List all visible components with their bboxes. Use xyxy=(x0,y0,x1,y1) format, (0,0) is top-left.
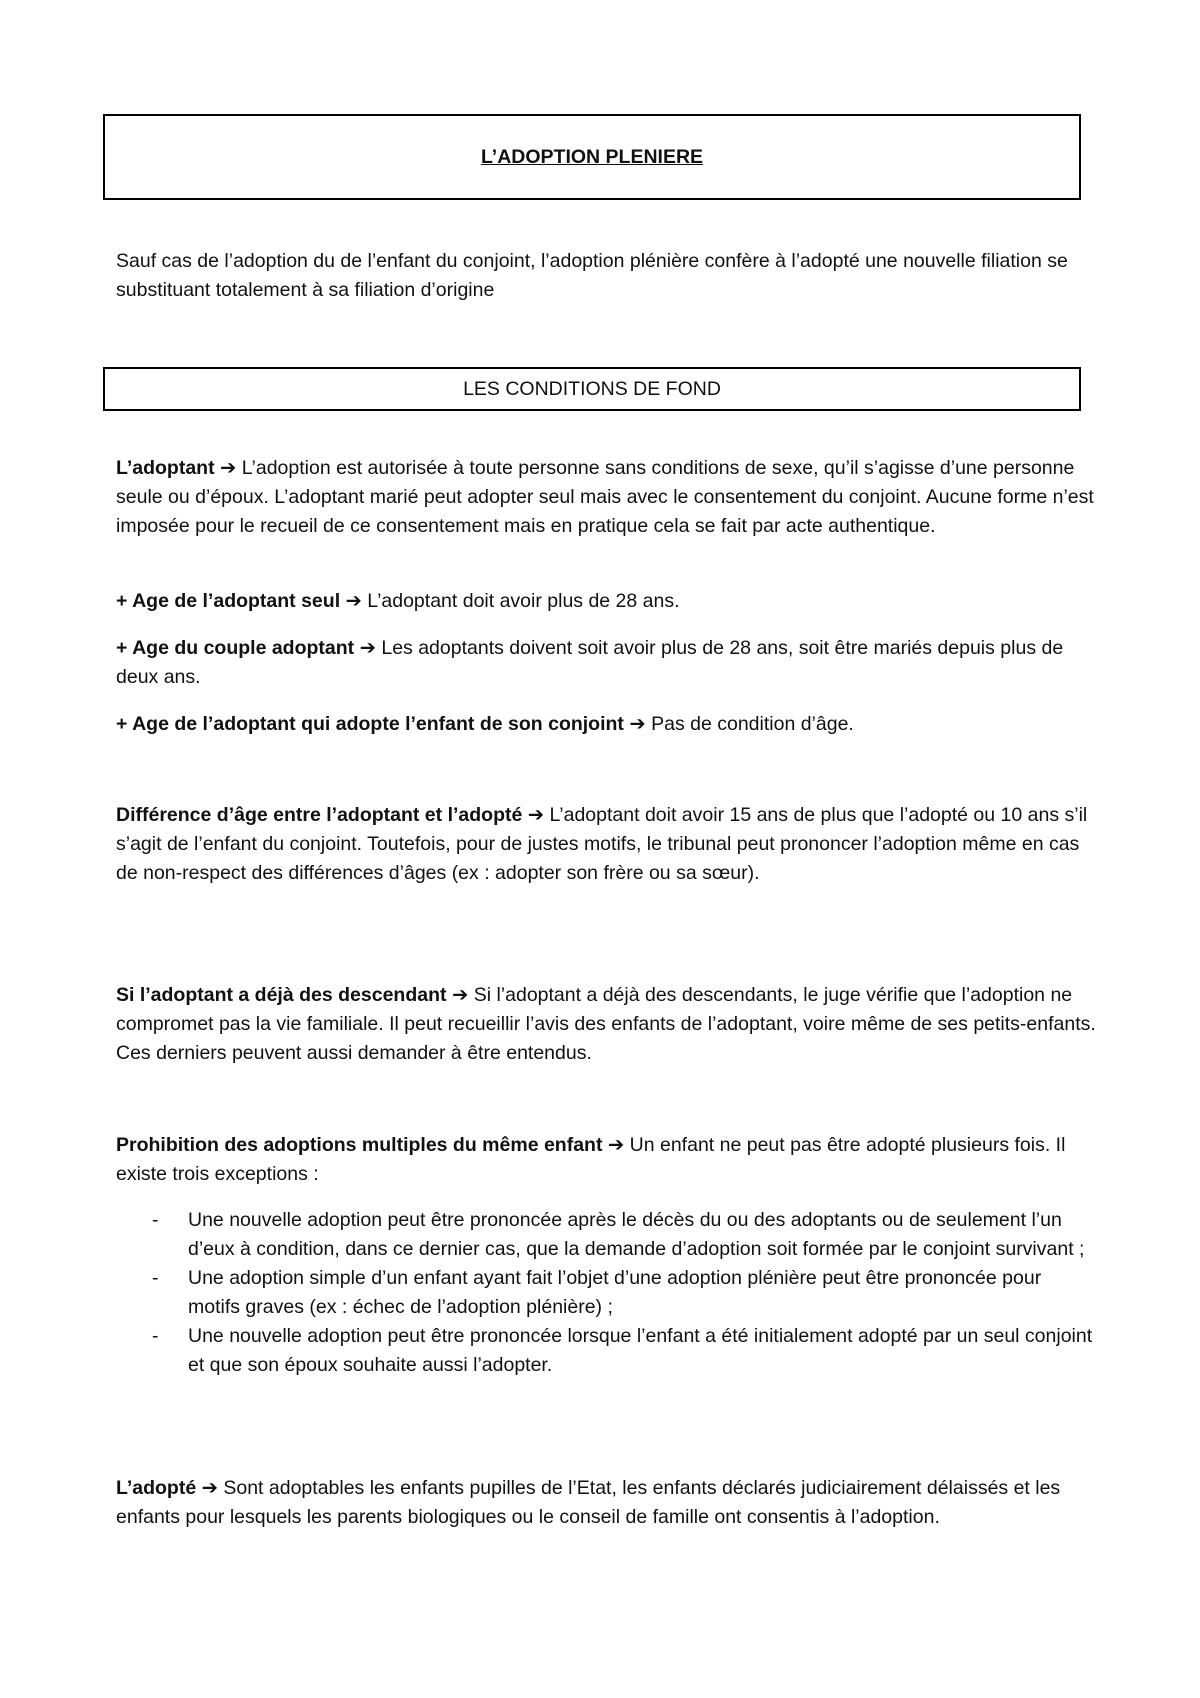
arrow-icon: ➔ xyxy=(201,1477,218,1499)
paragraph-age-couple xyxy=(116,634,1096,692)
text-difference-age: L’adoptant doit avoir 15 ans de plus que l’adopté ou 10 ans s’il s’agit de l’enfant du conjoint. Toutefois, pour de justes motifs, le tribunal peut prononcer l’adoption même en cas de non-respect des différences d’âges (ex : adopter son frère ou sa sœur). xyxy=(116,804,1088,884)
text-age-couple: Les adoptants doivent soit avoir plus de 28 ans, soit être mariés depuis plus de deux ans. xyxy=(116,637,1064,688)
text-adoptant: L’adoption est autorisée à toute personne sans conditions de sexe, qu’il s’agisse d’une personne seule ou d’époux. L’adoptant marié peut adopter seul mais avec le consentement du conjoint. Aucune forme n’est imposée pour le recueil de ce consentement mais en pratique cela se fait par acte authentique. xyxy=(116,457,1094,537)
exceptions-list xyxy=(116,1206,1096,1380)
label-difference-age: Différence d’âge entre l’adoptant et l’adopté xyxy=(116,804,523,826)
text-prohibition: Un enfant ne peut pas être adopté plusieurs fois. Il existe trois exceptions : xyxy=(116,1134,1066,1185)
label-descendants: Si l’adoptant a déjà des descendant xyxy=(116,984,447,1006)
arrow-icon: ➔ xyxy=(220,457,237,479)
section-title-box xyxy=(103,367,1081,411)
paragraph-adopte xyxy=(116,1474,1096,1532)
list-item-text: Une nouvelle adoption peut être prononcée lorsque l’enfant a été initialement adopté par un seul conjoint et que son époux souhaite aussi l’adopter. xyxy=(188,1325,1093,1376)
list-bullet: - xyxy=(152,1267,159,1289)
paragraph-descendants xyxy=(116,981,1096,1068)
label-age-seul: + Age de l’adoptant seul xyxy=(116,590,341,612)
intro-paragraph: Sauf cas de l’adoption du de l’enfant du conjoint, l’adoption plénière confère à l’adopté une nouvelle filiation se substituant totalement à sa filiation d’origine xyxy=(116,250,1068,301)
text-adopte: Sont adoptables les enfants pupilles de l’Etat, les enfants déclarés judiciairement délaissés et les enfants pour lesquels les parents biologiques ou le conseil de famille ont consentis à l’adoption. xyxy=(116,1477,1061,1528)
list-bullet: - xyxy=(152,1325,159,1347)
arrow-icon: ➔ xyxy=(607,1134,625,1156)
page-title: L’ADOPTION PLENIERE xyxy=(480,145,704,168)
arrow-icon: ➔ xyxy=(345,590,362,612)
paragraph-adoptant xyxy=(116,454,1096,541)
arrow-icon: ➔ xyxy=(451,984,469,1006)
list-item-text: Une adoption simple d’un enfant ayant fait l’objet d’une adoption plénière peut être prononcée pour motifs graves (ex : échec de l’adoption plénière) ; xyxy=(188,1267,1042,1318)
arrow-icon: ➔ xyxy=(629,713,646,735)
paragraph-age-seul xyxy=(116,587,1096,616)
section-title: LES CONDITIONS DE FOND xyxy=(463,377,721,400)
title-box xyxy=(103,114,1081,200)
label-adopte: L’adopté xyxy=(116,1477,197,1499)
paragraph-difference-age xyxy=(116,801,1096,888)
list-item-text: Une nouvelle adoption peut être prononcée après le décès du ou des adoptants ou de seulement l’un d’eux à condition, dans ce dernier cas, que la demande d’adoption soit formée par le conjoint survivant ; xyxy=(188,1209,1085,1260)
arrow-icon: ➔ xyxy=(527,804,545,826)
text-age-seul: L’adoptant doit avoir plus de 28 ans. xyxy=(367,590,680,612)
paragraph-age-conjoint xyxy=(116,710,1096,739)
list-item xyxy=(116,1322,1096,1380)
label-age-couple: + Age du couple adoptant xyxy=(116,637,355,659)
label-age-conjoint: + Age de l’adoptant qui adopte l’enfant de son conjoint xyxy=(116,713,624,735)
list-bullet: - xyxy=(152,1209,159,1231)
label-adoptant: L’adoptant xyxy=(116,457,215,479)
text-descendants: Si l’adoptant a déjà des descendants, le juge vérifie que l’adoption ne compromet pas la vie familiale. Il peut recueillir l’avis des enfants de l’adoptant, voire même de ses petits-enfants. Ces derniers peuvent aussi demander à être entendus. xyxy=(116,984,1096,1064)
text-age-conjoint: Pas de condition d’âge. xyxy=(651,713,854,735)
arrow-icon: ➔ xyxy=(359,637,376,659)
list-item xyxy=(116,1206,1096,1264)
label-prohibition: Prohibition des adoptions multiples du même enfant xyxy=(116,1134,603,1156)
paragraph-prohibition xyxy=(116,1131,1096,1189)
list-item xyxy=(116,1264,1096,1322)
